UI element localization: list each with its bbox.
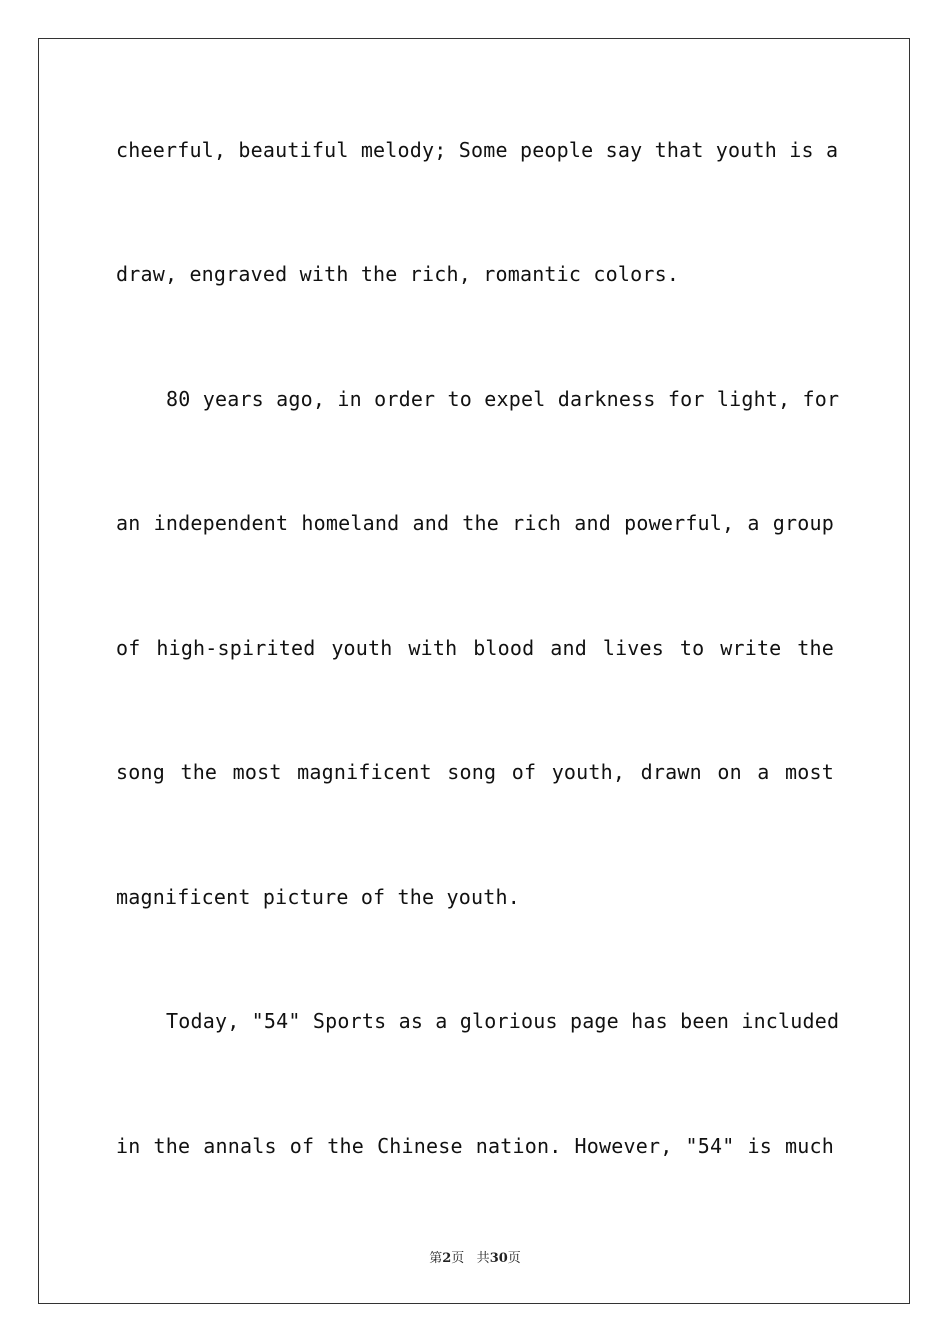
text-line: cheerful, beautiful melody; Some people say that youth is a xyxy=(116,138,839,162)
text-line: in the annals of the Chinese nation. However, "54" is much xyxy=(116,1134,834,1158)
text-line: Today, "54" Sports as a glorious page has been included xyxy=(166,1009,840,1033)
page-border xyxy=(38,38,910,1304)
text-line: draw, engraved with the rich, romantic colors. xyxy=(116,262,680,286)
text-line: of high-spirited youth with blood and lives to write the xyxy=(116,636,834,660)
footer-page-suffix: 页 xyxy=(451,1251,465,1266)
footer-prefix: 第 xyxy=(429,1251,443,1266)
text-line: 80 years ago, in order to expel darkness for light, for xyxy=(166,387,840,411)
footer-page-number: 2 xyxy=(442,1251,452,1266)
text-line: magnificent picture of the youth. xyxy=(116,885,520,909)
footer-total-suffix: 页 xyxy=(507,1251,521,1266)
footer-total-pages: 30 xyxy=(489,1251,508,1266)
page-footer xyxy=(0,1247,950,1266)
text-line: song the most magnificent song of youth, drawn on a most xyxy=(116,760,834,784)
text-line: an independent homeland and the rich and powerful, a group xyxy=(116,511,834,535)
footer-total-prefix: 共 xyxy=(476,1251,490,1266)
